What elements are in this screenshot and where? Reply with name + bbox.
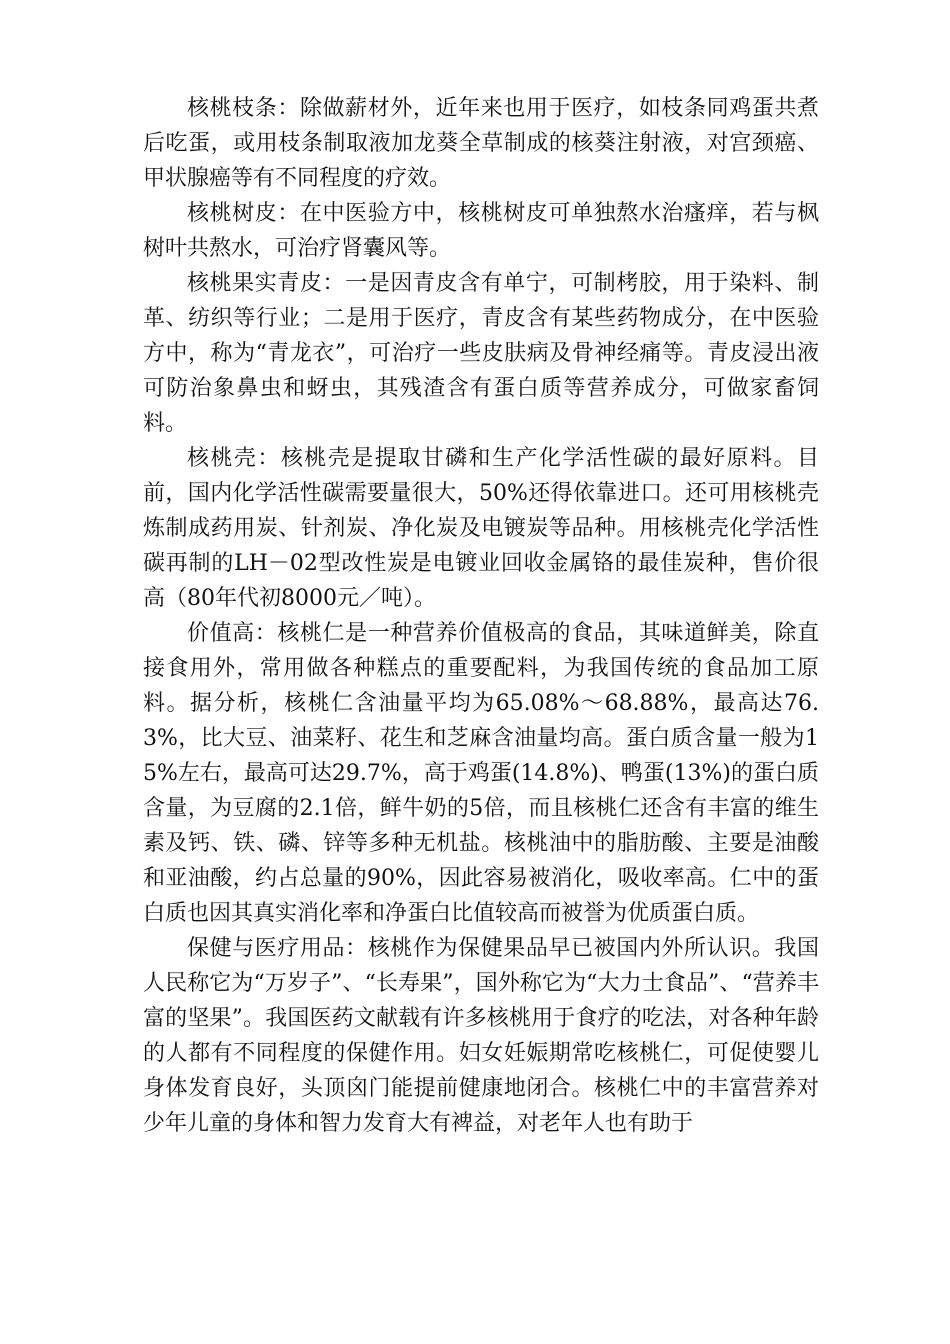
paragraph-high-value: 价值高：核桃仁是一种营养价值极高的食品，其味道鲜美，除直接食用外，常用做各种糕点的重要配料，为我国传统的食品加工原料。据分析，核桃仁含油量平均为65.08%～68.88%，最高达76.3%，比大豆、油菜籽、花生和芝麻含油量均高。蛋白质含量一般为15%左右，最高可达29.7%，高于鸡蛋(14.8%)、鸭蛋(13%)的蛋白质含量，为豆腐的2.1倍，鲜牛奶的5倍，而且核桃仁还含有丰富的维生素及钙、铁、磷、锌等多种无机盐。核桃油中的脂肪酸、主要是油酸和亚油酸，约占总量的90%，因此容易被消化，吸收率高。仁中的蛋白质也因其真实消化率和净蛋白比值较高而被誉为优质蛋白质。 [143, 621, 819, 926]
paragraph-walnut-branches: 核桃枝条：除做薪材外，近年来也用于医疗，如枝条同鸡蛋共煮后吃蛋，或用枝条制取液加龙葵全草制成的核葵注射液，对宫颈癌、甲状腺癌等有不同程度的疗效。 [143, 96, 819, 191]
paragraph-walnut-shell: 核桃壳：核桃壳是提取甘磷和生产化学活性碳的最好原料。目前，国内化学活性碳需要量很大，50%还得依靠进口。还可用核桃壳炼制成药用炭、针剂炭、净化炭及电镀炭等品种。用核桃壳化学活性碳再制的LH－02型改性炭是电镀业回收金属铬的最佳炭种，售价很高（80年代初8000元／吨）。 [143, 446, 819, 611]
paragraph-health-medical: 保健与医疗用品：核桃作为保健果品早已被国内外所认识。我国人民称它为“万岁子”、“长寿果”，国外称它为“大力士食品”、“营养丰富的坚果”。我国医药文献载有许多核桃用于食疗的吃法，对各种年龄的人都有不同程度的保健作用。妇女妊娠期常吃核桃仁，可促使婴儿身体发育良好，头顶囟门能提前健康地闭合。核桃仁中的丰富营养对少年儿童的身体和智力发育大有裨益，对老年人也有助于 [143, 936, 819, 1136]
body-text [143, 91, 819, 1141]
paragraph-walnut-bark: 核桃树皮：在中医验方中，核桃树皮可单独熬水治瘙痒，若与枫树叶共熬水，可治疗肾囊风等。 [143, 201, 819, 261]
paragraph-walnut-green-husk: 核桃果实青皮：一是因青皮含有单宁，可制栲胶，用于染料、制革、纺织等行业；二是用于医疗，青皮含有某些药物成分，在中医验方中，称为“青龙衣”，可治疗一些皮肤病及骨神经痛等。青皮浸出液可防治象鼻虫和蚜虫，其残渣含有蛋白质等营养成分，可做家畜饲料。 [143, 271, 819, 436]
